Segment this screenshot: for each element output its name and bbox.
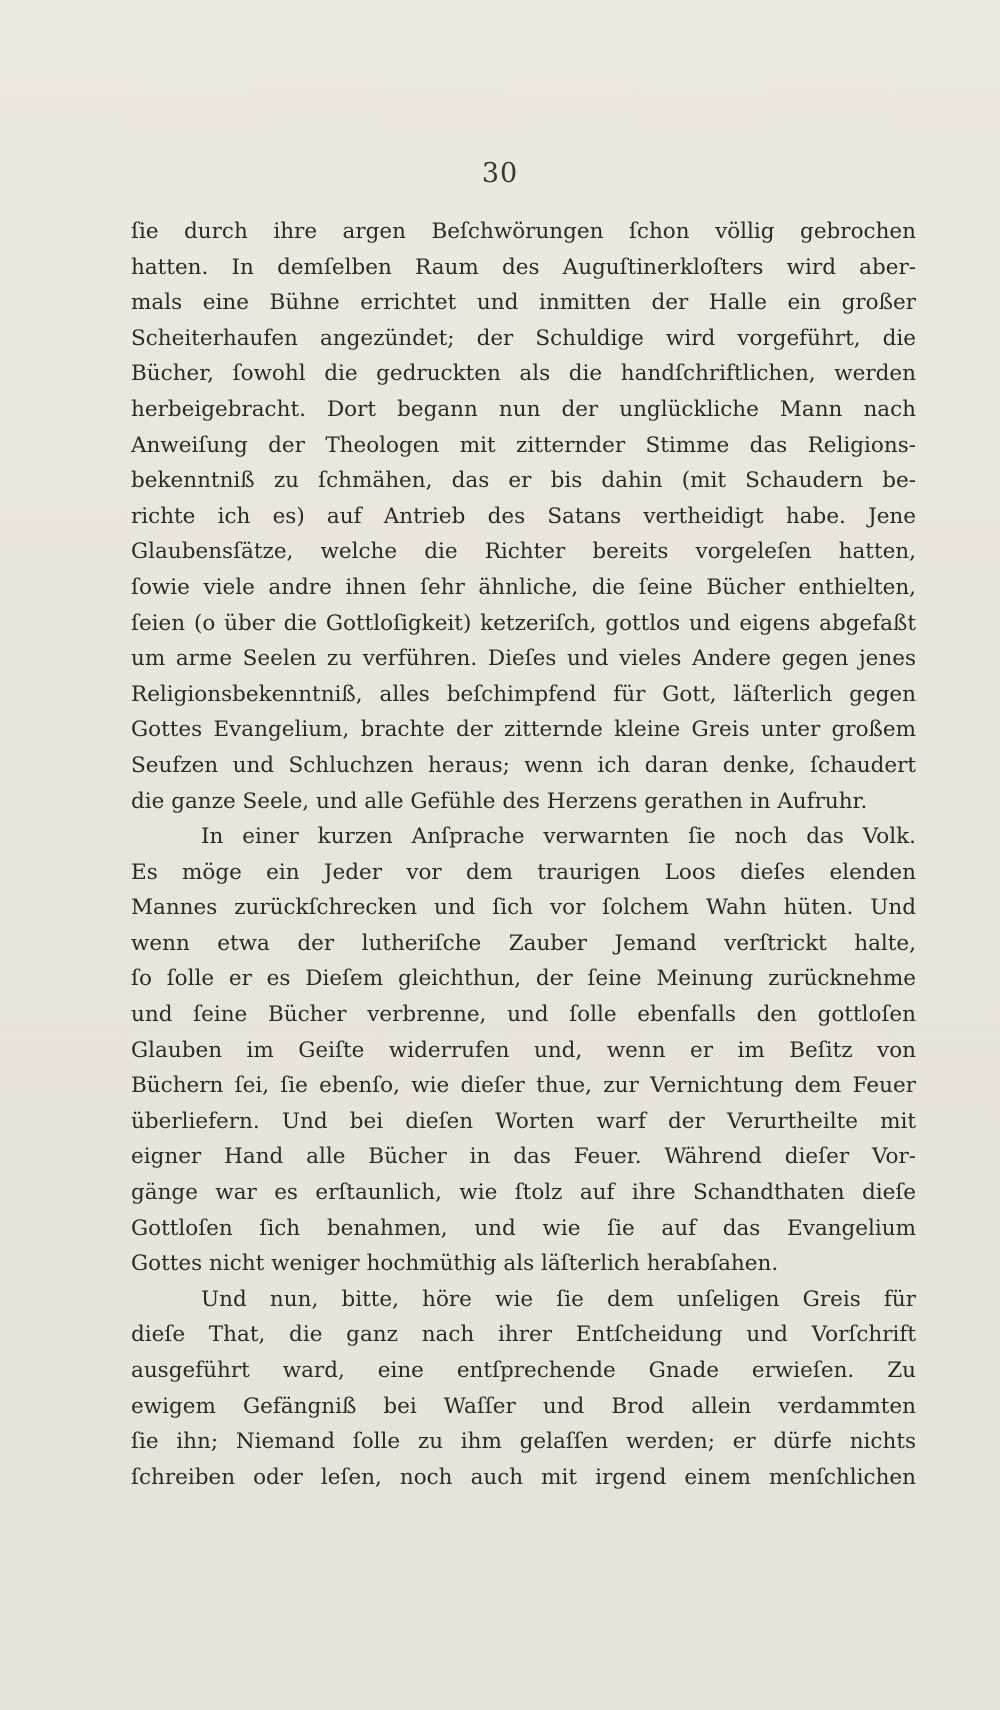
- text-line: herbeigebracht. Dort begann nun der unglückliche Mann nach: [131, 396, 916, 422]
- text-line: überliefern. Und bei dieſen Worten warf der Verurtheilte mit: [131, 1108, 916, 1134]
- text-line: Gottes Evangelium, brachte der zitternde kleine Greis unter großem: [131, 717, 916, 743]
- text-line: ſowie viele andre ihnen ſehr ähnliche, die ſeine Bücher enthielten,: [131, 574, 916, 600]
- text-line: ewigem Gefängniß bei Waſſer und Brod allein verdammten: [131, 1393, 916, 1419]
- text-line: Religionsbekenntniß, alles beſchimpfend für Gott, läſterlich gegen: [131, 681, 916, 707]
- text-line: gänge war es erſtaunlich, wie ſtolz auf ihre Schandthaten dieſe: [131, 1180, 916, 1206]
- text-line: Anweiſung der Theologen mit zitternder Stimme das Religions-: [131, 432, 916, 458]
- body-text: [131, 214, 916, 1495]
- text-line: hatten. In demſelben Raum des Auguſtinerkloſters wird aber-: [131, 254, 916, 280]
- text-line: Bücher, ſowohl die gedruckten als die handſchriftlichen, werden: [131, 361, 916, 387]
- text-line: ſchreiben oder leſen, noch auch mit irgend einem menſchlichen: [131, 1464, 916, 1490]
- text-line: ſie durch ihre argen Beſchwörungen ſchon völlig gebrochen: [131, 219, 916, 244]
- text-line: ſeien (o über die Gottloſigkeit) ketzeriſch, gottlos und eigens abgefaßt: [131, 610, 916, 636]
- text-line: um arme Seelen zu verführen. Dieſes und vieles Andere gegen jenes: [131, 646, 916, 672]
- text-line: ſie ihn; Niemand ſolle zu ihm gelaſſen werden; er dürfe nichts: [131, 1429, 916, 1455]
- text-line: richte ich es) auf Antrieb des Satans vertheidigt habe. Jene: [131, 503, 916, 529]
- text-line: Und nun, bitte, höre wie ſie dem unſeligen Greis für: [201, 1286, 916, 1312]
- text-line: eigner Hand alle Bücher in das Feuer. Während dieſer Vor-: [131, 1144, 916, 1170]
- text-line: Glauben im Geiſte widerrufen und, wenn er im Beſitz von: [131, 1037, 916, 1063]
- text-line: In einer kurzen Anſprache verwarnten ſie noch das Volk.: [201, 824, 916, 850]
- text-line: ausgeführt ward, eine entſprechende Gnade erwieſen. Zu: [131, 1358, 916, 1383]
- text-line: Scheiterhaufen angezündet; der Schuldige wird vorgeführt, die: [131, 325, 916, 351]
- page-number: 30: [481, 158, 519, 189]
- text-line: Es möge ein Jeder vor dem traurigen Loos dieſes elenden: [131, 859, 916, 885]
- text-line: die ganze Seele, und alle Gefühle des Herzens gerathen in Aufruhr.: [131, 788, 868, 814]
- text-line: mals eine Bühne errichtet und inmitten der Halle ein großer: [131, 290, 916, 316]
- text-line: Seufzen und Schluchzen heraus; wenn ich daran denke, ſchaudert: [131, 752, 916, 778]
- text-line: Mannes zurückſchrecken und ſich vor ſolchem Wahn hüten. Und: [131, 895, 916, 921]
- text-line: bekenntniß zu ſchmähen, das er bis dahin (mit Schaudern be-: [131, 468, 916, 494]
- text-line: und ſeine Bücher verbrenne, und ſolle ebenfalls den gottloſen: [131, 1002, 916, 1028]
- text-line: wenn etwa der lutheriſche Zauber Jemand verſtrickt halte,: [131, 930, 916, 956]
- text-line: Gottloſen ſich benahmen, und wie ſie auf das Evangelium: [131, 1215, 916, 1241]
- text-line: Gottes nicht weniger hochmüthig als läſterlich herabſahen.: [131, 1251, 779, 1277]
- text-line: Glaubensſätze, welche die Richter bereits vorgeleſen hatten,: [131, 539, 916, 565]
- text-line: dieſe That, die ganz nach ihrer Entſcheidung und Vorſchrift: [131, 1322, 916, 1348]
- text-line: Büchern ſei, ſie ebenſo, wie dieſer thue, zur Vernichtung dem Feuer: [131, 1073, 916, 1099]
- text-line: ſo ſolle er es Dieſem gleichthun, der ſeine Meinung zurücknehme: [131, 966, 916, 992]
